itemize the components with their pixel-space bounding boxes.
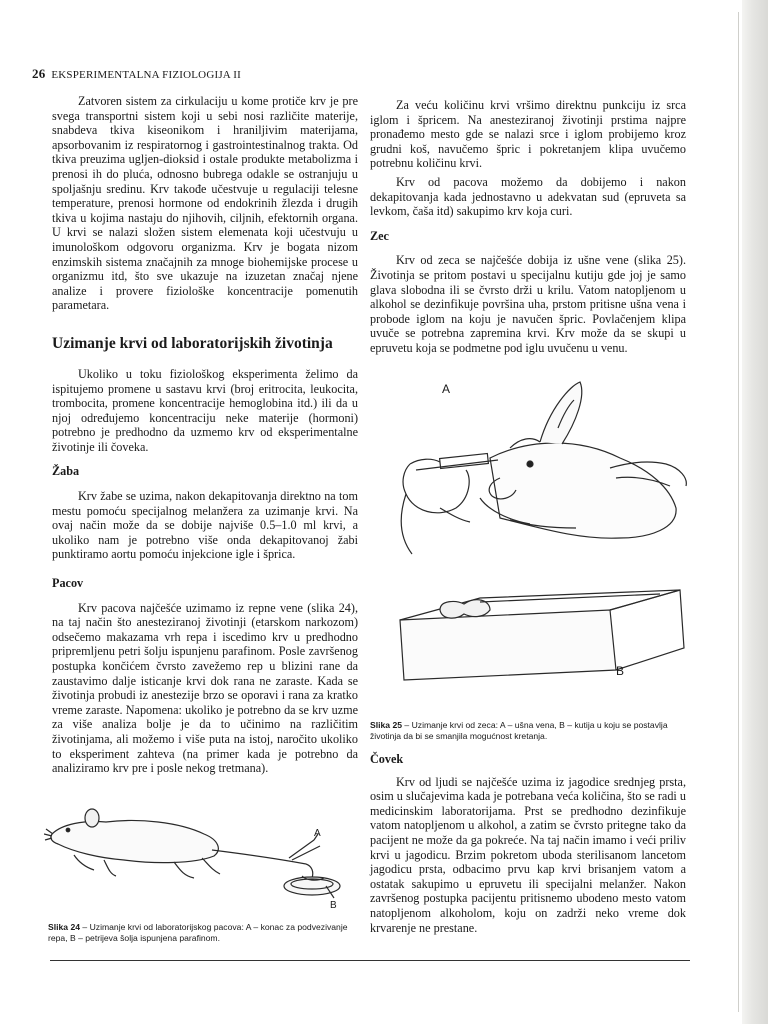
human-paragraph: Krv od ljudi se najčešće uzima iz jagodice srednjeg prsta, osim u slučajevima kada je potrebana veća količina, što se radi u medicinskim laboratorijama. Prst se predhodno dezinfikuje vatom natopljenom u alkohol, a zatim se čvrsto pritegne tako da pacijent ne može da ga pokreće. Na taj način imamo i veći priliv krvi u jagodicu. Brzim pokretom uboda sterilisanom lancetom jagodicu prsta, odbacimo prvu kap krvi brisanjem vatom a ostatak sakupimo u epruvetu ili specijalni melanžer. Nakon završenog postupka pacijentu pritisnemo ubodeno mesto vatom natopljenom alkoholom, koju on zadrži neko vreme dok krvarenje ne prestane.: [370, 774, 686, 935]
figure-25-label-a: A: [442, 382, 451, 396]
rabbit-drawing: [380, 378, 690, 708]
figure-25-rabbit-illustration: [380, 378, 690, 708]
right-paragraph-2: Krv od pacova možemo da dobijemo i nakon dekapitovanja kada jednostavno u adekvatan sud (epruveta sa levkom, čaša itd) sakupimo krv koja curi.: [370, 174, 686, 219]
figure-24-caption-text: – Uzimanje krvi od laboratorijskog pacova: A – konac za podvezivanje repa, B – petrijeva šolja ispunjena parafinom.: [48, 922, 348, 943]
frog-paragraph: Krv žabe se uzima, nakon dekapitovanja direktno na tom mestu pomoću specijalnog melanžera za uzimanje krvi. Na ovaj način može da se dobije najviše 0.5–1.0 ml krvi, a ukoliko nam je potrebno više onda dekapitovanoj žabi punktiramo aortu pomoću injekcione igle i šprica.: [52, 489, 358, 562]
figure-24-caption: [48, 922, 354, 944]
figure-24-caption-number: Slika 24: [48, 922, 81, 932]
rat-heading: Pacov: [52, 576, 84, 591]
section-heading: Uzimanje krvi od laboratorijskih životinja: [52, 334, 333, 352]
right-column-bottom: [370, 752, 686, 939]
page-edge-shadow: [742, 0, 768, 1024]
figure-24-label-a: A: [314, 828, 321, 839]
page-number: 26: [32, 66, 46, 81]
human-heading: Čovek: [370, 752, 404, 766]
figure-25-caption-number: Slika 25: [370, 720, 403, 730]
figure-24-label-b: B: [330, 900, 337, 911]
left-column: [52, 94, 358, 780]
page-edge-line: [738, 12, 739, 1012]
rabbit-paragraph: Krv od zeca se najčešće dobija iz ušne vene (slika 25). Životinja se pritom postavi u specijalnu kutiju gde joj je samo glava slobodna ili se čvrsto drži u krilu. Vatom natopljenom u alkohol se dezinfikuje površina uha, prstom pritisne ušna vena i probode iglom na koju je navučen špric. Povlačenjem klipa uvuče se potrebna zapremina krvi. Krv može da se skupi u epruvetu koja se podmetne pod iglu uvučenu u venu.: [370, 253, 686, 355]
book-title: EKSPERIMENTALNA FIZIOLOGIJA II: [51, 69, 242, 81]
figure-25-caption-text: – Uzimanje krvi od zeca: A – ušna vena, B – kutija u koju se postavlja životinja da bi se smanjila mogućnost kretanja.: [370, 720, 668, 741]
section-paragraph: Ukoliko u toku fiziološkog eksperimenta želimo da ispitujemo promene u sastavu krvi (broj eritrocita, leukocita, trombocita, promene koncentracije hemoglobina itd.) ili da u njoj određujemo koncentraciju neke materije (hormoni) potrebno je predhodno da uzmemo krv od eksperimentalne životinje ili čoveka.: [52, 366, 358, 454]
figure-24-rat-illustration: [44, 800, 364, 918]
running-head: [32, 66, 241, 82]
frog-heading: Žaba: [52, 464, 80, 479]
figure-25-caption: [370, 720, 686, 742]
bottom-rule: [50, 960, 690, 961]
rat-drawing: [44, 800, 364, 918]
intro-paragraph: Zatvoren sistem za cirkulaciju u kome protiče krv je pre svega transportni sistem koji u sebi nosi različite materije, snabdeva tkiva kiseonikom i hraniljivim materijama, apsorbovanim iz respiratornog i gastrointestinalnog trakta. Od tkiva preuzima uglјen-dioksid i ostale produkte metabolizma i prenosi ih do pluća, odnosno bubrega odakle se ostranjuju u spoljašnju sredinu. Krv takođe učestvuje u regulaciji telesne temperature, prenosi hormone od endokrinih žlezda i drugih tkiva u kojima nastaju do njihovih, ciljnih, efektornih organa. U krvi se nalazi složen sistem elemenata koji učestvuju u imunološkom odgovoru organizma. Krv je bogata nizom enzimskih sistema značajnih za mnoge biohemijske procese u organizmu itd, što sve ukazuje na izuzetan značaj njene analize i provere fiziološke koncentracije pomenutih parametara.: [52, 94, 358, 313]
figure-25-label-b: B: [616, 664, 625, 678]
rabbit-heading: Zec: [370, 228, 389, 243]
rat-paragraph: Krv pacova najčešće uzimamo iz repne vene (slika 24), na taj način što anesteziranoj životinji (etarskom narkozom) odsečemo makazama vrh repa i iscedimo krv u predhodno pripremljenu petri šolju ispunjenu parafinom. Posle završenog postupka končićem čvrsto zavežemo rep u blizini rane da zaustavimo dalje isticanje krvi dok rana ne zaraste. Kada se životinja probudi iz anestezije brzo se oporavi i rana za kratko vreme zaraste. Napomena: ukoliko je potrebno da se krv uzme za više analiza bolje je da to učinimo na različitim životinjama, ali možemo i više puta na istoj, naročito ukoliko to eksperiment zahteva (na primer kada je potrebno da analiziramo krv pre i posle nekog tretmana).: [52, 600, 358, 776]
right-column-top: [370, 98, 686, 360]
right-paragraph-1: Za veću količinu krvi vršimo direktnu punkciju iz srca iglom i špricem. Na anesteziranoj životinji prstima najpre pronađemo mesto gde se nalazi srce i iglom probijemo kroz grudni koš, navučemo špric i pokretanjem klipa uvučemo potrebnu količinu krvi.: [370, 98, 686, 171]
